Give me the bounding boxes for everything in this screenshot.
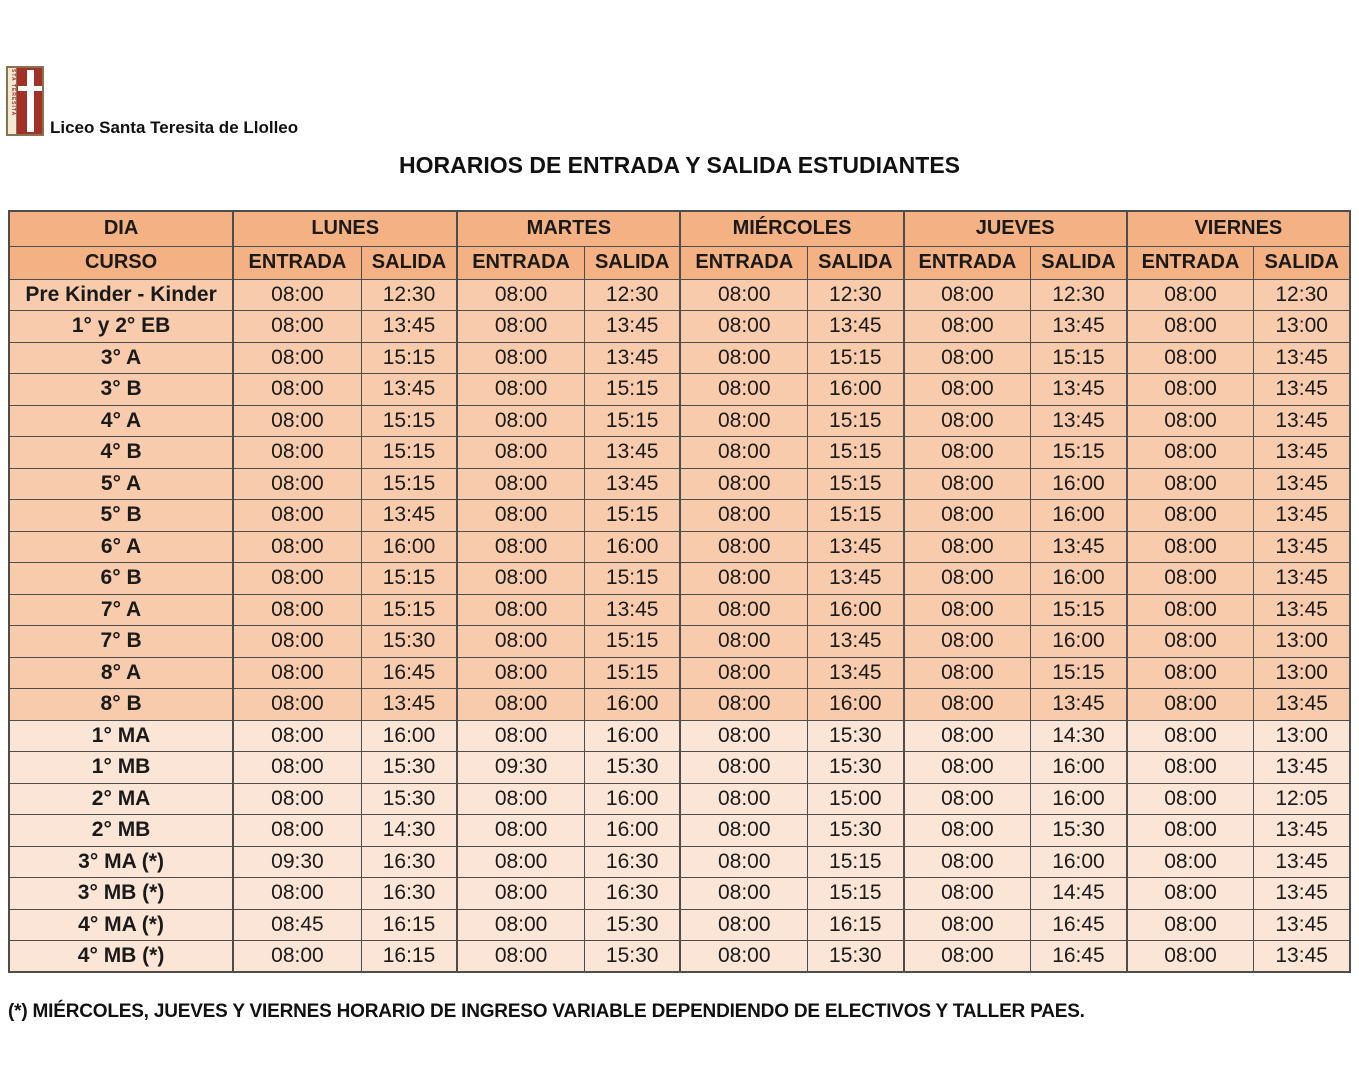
curso-cell: 5° B — [9, 500, 233, 532]
time-cell: 08:00 — [680, 531, 807, 563]
time-cell: 08:00 — [904, 468, 1031, 500]
time-cell: 08:00 — [680, 279, 807, 311]
time-cell: 08:00 — [680, 941, 807, 973]
time-cell: 08:00 — [680, 405, 807, 437]
time-cell: 08:00 — [233, 311, 361, 343]
time-cell: 15:15 — [808, 437, 904, 469]
time-cell: 16:00 — [1031, 626, 1127, 658]
time-cell: 15:15 — [361, 594, 457, 626]
time-cell: 15:15 — [361, 468, 457, 500]
time-cell: 08:00 — [233, 689, 361, 721]
time-cell: 15:15 — [1031, 437, 1127, 469]
time-cell: 09:30 — [457, 752, 584, 784]
table-row — [9, 594, 1350, 626]
curso-cell: 7° A — [9, 594, 233, 626]
time-cell: 08:00 — [1127, 878, 1254, 910]
time-cell: 09:30 — [233, 846, 361, 878]
time-cell: 08:00 — [233, 374, 361, 406]
curso-cell: 4° MA (*) — [9, 909, 233, 941]
page-title: HORARIOS DE ENTRADA Y SALIDA ESTUDIANTES — [399, 152, 960, 178]
time-cell: 13:45 — [361, 311, 457, 343]
time-cell: 13:45 — [584, 311, 680, 343]
time-cell: 15:15 — [808, 500, 904, 532]
time-cell: 13:45 — [1254, 941, 1350, 973]
time-cell: 08:00 — [457, 720, 584, 752]
time-cell: 13:45 — [361, 374, 457, 406]
schedule-body — [9, 279, 1350, 972]
time-cell: 08:00 — [1127, 405, 1254, 437]
time-cell: 08:00 — [457, 846, 584, 878]
time-cell: 15:15 — [361, 405, 457, 437]
curso-cell: 2° MB — [9, 815, 233, 847]
time-cell: 08:00 — [680, 626, 807, 658]
time-cell: 15:15 — [361, 563, 457, 595]
subheader-salida: SALIDA — [1031, 246, 1127, 279]
time-cell: 08:00 — [1127, 941, 1254, 973]
time-cell: 08:00 — [680, 594, 807, 626]
table-row — [9, 311, 1350, 343]
curso-cell: 7° B — [9, 626, 233, 658]
subheader-row — [9, 246, 1350, 279]
time-cell: 15:15 — [808, 878, 904, 910]
time-cell: 13:00 — [1254, 657, 1350, 689]
time-cell: 08:00 — [1127, 689, 1254, 721]
school-name: Liceo Santa Teresita de Llolleo — [50, 118, 299, 137]
curso-cell: 8° A — [9, 657, 233, 689]
table-row — [9, 500, 1350, 532]
time-cell: 13:45 — [808, 311, 904, 343]
time-cell: 15:15 — [361, 437, 457, 469]
curso-cell: 3° B — [9, 374, 233, 406]
time-cell: 15:30 — [361, 783, 457, 815]
time-cell: 13:45 — [1254, 689, 1350, 721]
time-cell: 16:15 — [361, 941, 457, 973]
time-cell: 08:00 — [457, 626, 584, 658]
time-cell: 16:00 — [1031, 468, 1127, 500]
time-cell: 13:45 — [1254, 531, 1350, 563]
time-cell: 08:00 — [1127, 626, 1254, 658]
table-row — [9, 563, 1350, 595]
table-row — [9, 752, 1350, 784]
time-cell: 15:15 — [584, 563, 680, 595]
day-header: MIÉRCOLES — [680, 211, 903, 246]
time-cell: 13:45 — [1031, 374, 1127, 406]
time-cell: 15:30 — [808, 752, 904, 784]
time-cell: 08:00 — [457, 689, 584, 721]
table-row — [9, 783, 1350, 815]
time-cell: 08:00 — [904, 437, 1031, 469]
time-cell: 08:00 — [1127, 783, 1254, 815]
time-cell: 08:00 — [680, 563, 807, 595]
time-cell: 08:00 — [1127, 563, 1254, 595]
time-cell: 16:00 — [584, 720, 680, 752]
time-cell: 08:00 — [1127, 594, 1254, 626]
time-cell: 08:00 — [233, 405, 361, 437]
time-cell: 15:30 — [584, 941, 680, 973]
curso-cell: 1° y 2° EB — [9, 311, 233, 343]
time-cell: 13:45 — [1031, 311, 1127, 343]
time-cell: 13:45 — [584, 342, 680, 374]
time-cell: 16:15 — [808, 909, 904, 941]
time-cell: 16:30 — [361, 878, 457, 910]
time-cell: 15:15 — [584, 626, 680, 658]
time-cell: 08:00 — [680, 342, 807, 374]
time-cell: 08:00 — [904, 405, 1031, 437]
table-row — [9, 405, 1350, 437]
time-cell: 13:45 — [1254, 878, 1350, 910]
time-cell: 08:00 — [457, 941, 584, 973]
subheader-entrada: ENTRADA — [680, 246, 807, 279]
time-cell: 08:00 — [680, 374, 807, 406]
time-cell: 08:00 — [457, 657, 584, 689]
time-cell: 15:15 — [584, 500, 680, 532]
curso-cell: 1° MA — [9, 720, 233, 752]
table-row — [9, 342, 1350, 374]
time-cell: 16:00 — [1031, 783, 1127, 815]
time-cell: 14:30 — [1031, 720, 1127, 752]
time-cell: 08:00 — [233, 279, 361, 311]
time-cell: 16:00 — [1031, 846, 1127, 878]
curso-cell: 8° B — [9, 689, 233, 721]
time-cell: 08:00 — [680, 783, 807, 815]
time-cell: 08:00 — [1127, 342, 1254, 374]
time-cell: 13:45 — [1031, 531, 1127, 563]
time-cell: 16:00 — [584, 689, 680, 721]
time-cell: 08:00 — [904, 626, 1031, 658]
subheader-salida: SALIDA — [808, 246, 904, 279]
time-cell: 16:00 — [808, 374, 904, 406]
time-cell: 08:00 — [680, 500, 807, 532]
time-cell: 15:15 — [808, 846, 904, 878]
time-cell: 08:00 — [457, 500, 584, 532]
curso-cell: 6° B — [9, 563, 233, 595]
day-header: VIERNES — [1127, 211, 1350, 246]
schedule-table — [8, 210, 1351, 973]
time-cell: 13:45 — [808, 657, 904, 689]
time-cell: 08:00 — [233, 626, 361, 658]
time-cell: 08:00 — [233, 752, 361, 784]
time-cell: 08:00 — [1127, 374, 1254, 406]
time-cell: 15:15 — [808, 468, 904, 500]
time-cell: 08:00 — [680, 752, 807, 784]
time-cell: 08:00 — [1127, 500, 1254, 532]
time-cell: 08:00 — [457, 437, 584, 469]
time-cell: 08:00 — [1127, 752, 1254, 784]
curso-cell: 1° MB — [9, 752, 233, 784]
time-cell: 08:00 — [233, 468, 361, 500]
time-cell: 08:00 — [904, 563, 1031, 595]
time-cell: 08:00 — [904, 657, 1031, 689]
time-cell: 16:00 — [584, 815, 680, 847]
time-cell: 08:00 — [904, 342, 1031, 374]
time-cell: 08:00 — [233, 531, 361, 563]
day-header-row — [9, 211, 1350, 246]
table-row — [9, 846, 1350, 878]
time-cell: 08:00 — [904, 500, 1031, 532]
time-cell: 12:30 — [808, 279, 904, 311]
curso-cell: 4° MB (*) — [9, 941, 233, 973]
time-cell: 08:00 — [457, 468, 584, 500]
time-cell: 08:00 — [904, 311, 1031, 343]
time-cell: 15:00 — [808, 783, 904, 815]
time-cell: 08:00 — [233, 720, 361, 752]
time-cell: 08:00 — [457, 878, 584, 910]
time-cell: 08:00 — [680, 468, 807, 500]
time-cell: 08:00 — [904, 941, 1031, 973]
time-cell: 15:30 — [808, 941, 904, 973]
time-cell: 08:00 — [904, 815, 1031, 847]
time-cell: 08:00 — [680, 437, 807, 469]
time-cell: 15:15 — [1031, 342, 1127, 374]
time-cell: 16:00 — [1031, 752, 1127, 784]
logo-vertical-text: STA TERESITA — [8, 68, 17, 134]
time-cell: 08:00 — [457, 531, 584, 563]
time-cell: 16:45 — [1031, 909, 1127, 941]
time-cell: 13:45 — [361, 500, 457, 532]
time-cell: 13:45 — [1254, 342, 1350, 374]
time-cell: 08:00 — [680, 846, 807, 878]
time-cell: 08:00 — [457, 405, 584, 437]
subheader-salida: SALIDA — [361, 246, 457, 279]
table-row — [9, 468, 1350, 500]
time-cell: 13:45 — [1031, 405, 1127, 437]
time-cell: 08:00 — [904, 846, 1031, 878]
time-cell: 15:30 — [584, 752, 680, 784]
time-cell: 08:00 — [457, 311, 584, 343]
time-cell: 15:15 — [808, 405, 904, 437]
time-cell: 08:00 — [904, 279, 1031, 311]
time-cell: 08:00 — [680, 878, 807, 910]
time-cell: 08:00 — [1127, 846, 1254, 878]
time-cell: 08:00 — [680, 657, 807, 689]
time-cell: 16:00 — [808, 689, 904, 721]
time-cell: 08:00 — [233, 342, 361, 374]
time-cell: 15:15 — [1031, 657, 1127, 689]
time-cell: 08:00 — [1127, 720, 1254, 752]
time-cell: 16:45 — [361, 657, 457, 689]
time-cell: 08:00 — [904, 783, 1031, 815]
time-cell: 15:30 — [808, 720, 904, 752]
curso-cell: 5° A — [9, 468, 233, 500]
time-cell: 13:45 — [1254, 846, 1350, 878]
time-cell: 13:00 — [1254, 311, 1350, 343]
time-cell: 13:45 — [808, 531, 904, 563]
curso-cell: 3° MA (*) — [9, 846, 233, 878]
school-logo-icon — [6, 66, 44, 136]
curso-cell: 4° A — [9, 405, 233, 437]
time-cell: 16:15 — [361, 909, 457, 941]
time-cell: 08:00 — [233, 500, 361, 532]
corner-dia: DIA — [9, 211, 233, 246]
time-cell: 13:45 — [584, 437, 680, 469]
time-cell: 16:00 — [584, 531, 680, 563]
time-cell: 08:00 — [680, 909, 807, 941]
corner-curso: CURSO — [9, 246, 233, 279]
time-cell: 08:00 — [1127, 909, 1254, 941]
time-cell: 08:00 — [1127, 311, 1254, 343]
time-cell: 13:45 — [584, 594, 680, 626]
time-cell: 08:00 — [904, 531, 1031, 563]
time-cell: 13:45 — [1254, 909, 1350, 941]
time-cell: 16:30 — [584, 878, 680, 910]
time-cell: 13:00 — [1254, 720, 1350, 752]
time-cell: 08:00 — [680, 689, 807, 721]
time-cell: 15:15 — [1031, 594, 1127, 626]
time-cell: 08:00 — [1127, 468, 1254, 500]
time-cell: 13:45 — [808, 563, 904, 595]
curso-cell: Pre Kinder - Kinder — [9, 279, 233, 311]
time-cell: 08:00 — [457, 783, 584, 815]
time-cell: 13:45 — [1254, 752, 1350, 784]
time-cell: 08:00 — [904, 374, 1031, 406]
time-cell: 16:30 — [361, 846, 457, 878]
table-row — [9, 909, 1350, 941]
time-cell: 13:45 — [1254, 405, 1350, 437]
subheader-entrada: ENTRADA — [457, 246, 584, 279]
curso-cell: 2° MA — [9, 783, 233, 815]
time-cell: 08:00 — [233, 941, 361, 973]
time-cell: 13:45 — [1254, 500, 1350, 532]
time-cell: 08:00 — [457, 563, 584, 595]
time-cell: 13:45 — [1031, 689, 1127, 721]
curso-cell: 3° A — [9, 342, 233, 374]
time-cell: 12:30 — [1254, 279, 1350, 311]
time-cell: 08:00 — [233, 437, 361, 469]
time-cell: 16:00 — [361, 531, 457, 563]
time-cell: 16:45 — [1031, 941, 1127, 973]
time-cell: 13:45 — [1254, 374, 1350, 406]
time-cell: 08:00 — [904, 752, 1031, 784]
time-cell: 14:45 — [1031, 878, 1127, 910]
time-cell: 16:00 — [808, 594, 904, 626]
time-cell: 08:00 — [233, 657, 361, 689]
time-cell: 16:00 — [1031, 563, 1127, 595]
time-cell: 14:30 — [361, 815, 457, 847]
time-cell: 12:30 — [584, 279, 680, 311]
time-cell: 15:30 — [808, 815, 904, 847]
time-cell: 13:45 — [1254, 437, 1350, 469]
footnote: (*) MIÉRCOLES, JUEVES Y VIERNES HORARIO DE INGRESO VARIABLE DEPENDIENDO DE ELECTIVOS Y TALLER PAES. — [8, 1001, 1085, 1022]
time-cell: 16:00 — [361, 720, 457, 752]
time-cell: 15:30 — [1031, 815, 1127, 847]
curso-cell: 3° MB (*) — [9, 878, 233, 910]
time-cell: 08:00 — [233, 783, 361, 815]
time-cell: 15:15 — [584, 374, 680, 406]
time-cell: 08:00 — [1127, 657, 1254, 689]
day-header: JUEVES — [904, 211, 1127, 246]
table-row — [9, 626, 1350, 658]
curso-cell: 6° A — [9, 531, 233, 563]
table-row — [9, 815, 1350, 847]
time-cell: 08:00 — [457, 815, 584, 847]
time-cell: 08:00 — [680, 815, 807, 847]
time-cell: 12:05 — [1254, 783, 1350, 815]
day-header: LUNES — [233, 211, 457, 246]
table-row — [9, 279, 1350, 311]
time-cell: 15:15 — [584, 657, 680, 689]
time-cell: 13:45 — [361, 689, 457, 721]
time-cell: 13:00 — [1254, 626, 1350, 658]
time-cell: 08:00 — [680, 311, 807, 343]
time-cell: 15:30 — [361, 626, 457, 658]
cross-icon — [18, 86, 42, 91]
table-row — [9, 374, 1350, 406]
time-cell: 13:45 — [1254, 815, 1350, 847]
time-cell: 08:00 — [457, 594, 584, 626]
time-cell: 16:30 — [584, 846, 680, 878]
day-header: MARTES — [457, 211, 680, 246]
time-cell: 08:00 — [233, 878, 361, 910]
time-cell: 15:30 — [584, 909, 680, 941]
time-cell: 08:00 — [457, 374, 584, 406]
time-cell: 08:00 — [904, 720, 1031, 752]
curso-cell: 4° B — [9, 437, 233, 469]
time-cell: 08:00 — [904, 909, 1031, 941]
time-cell: 15:15 — [361, 342, 457, 374]
table-row — [9, 657, 1350, 689]
table-row — [9, 531, 1350, 563]
subheader-salida: SALIDA — [1254, 246, 1350, 279]
time-cell: 08:00 — [904, 594, 1031, 626]
time-cell: 08:00 — [1127, 437, 1254, 469]
table-row — [9, 878, 1350, 910]
time-cell: 13:45 — [1254, 563, 1350, 595]
time-cell: 12:30 — [361, 279, 457, 311]
time-cell: 16:00 — [1031, 500, 1127, 532]
time-cell: 13:45 — [1254, 468, 1350, 500]
time-cell: 13:45 — [584, 468, 680, 500]
time-cell: 13:45 — [1254, 594, 1350, 626]
time-cell: 08:00 — [1127, 279, 1254, 311]
time-cell: 08:00 — [904, 878, 1031, 910]
table-row — [9, 437, 1350, 469]
table-row — [9, 941, 1350, 973]
time-cell: 08:00 — [904, 689, 1031, 721]
table-row — [9, 689, 1350, 721]
time-cell: 08:00 — [1127, 531, 1254, 563]
subheader-entrada: ENTRADA — [1127, 246, 1254, 279]
time-cell: 15:15 — [808, 342, 904, 374]
time-cell: 08:45 — [233, 909, 361, 941]
time-cell: 08:00 — [457, 909, 584, 941]
subheader-salida: SALIDA — [584, 246, 680, 279]
time-cell: 08:00 — [233, 815, 361, 847]
time-cell: 08:00 — [233, 594, 361, 626]
subheader-entrada: ENTRADA — [904, 246, 1031, 279]
time-cell: 16:00 — [584, 783, 680, 815]
time-cell: 15:15 — [584, 405, 680, 437]
time-cell: 12:30 — [1031, 279, 1127, 311]
table-row — [9, 720, 1350, 752]
time-cell: 08:00 — [1127, 815, 1254, 847]
time-cell: 15:30 — [361, 752, 457, 784]
subheader-entrada: ENTRADA — [233, 246, 361, 279]
time-cell: 13:45 — [808, 626, 904, 658]
time-cell: 08:00 — [233, 563, 361, 595]
time-cell: 08:00 — [680, 720, 807, 752]
time-cell: 08:00 — [457, 342, 584, 374]
cross-icon — [27, 70, 34, 132]
time-cell: 08:00 — [457, 279, 584, 311]
